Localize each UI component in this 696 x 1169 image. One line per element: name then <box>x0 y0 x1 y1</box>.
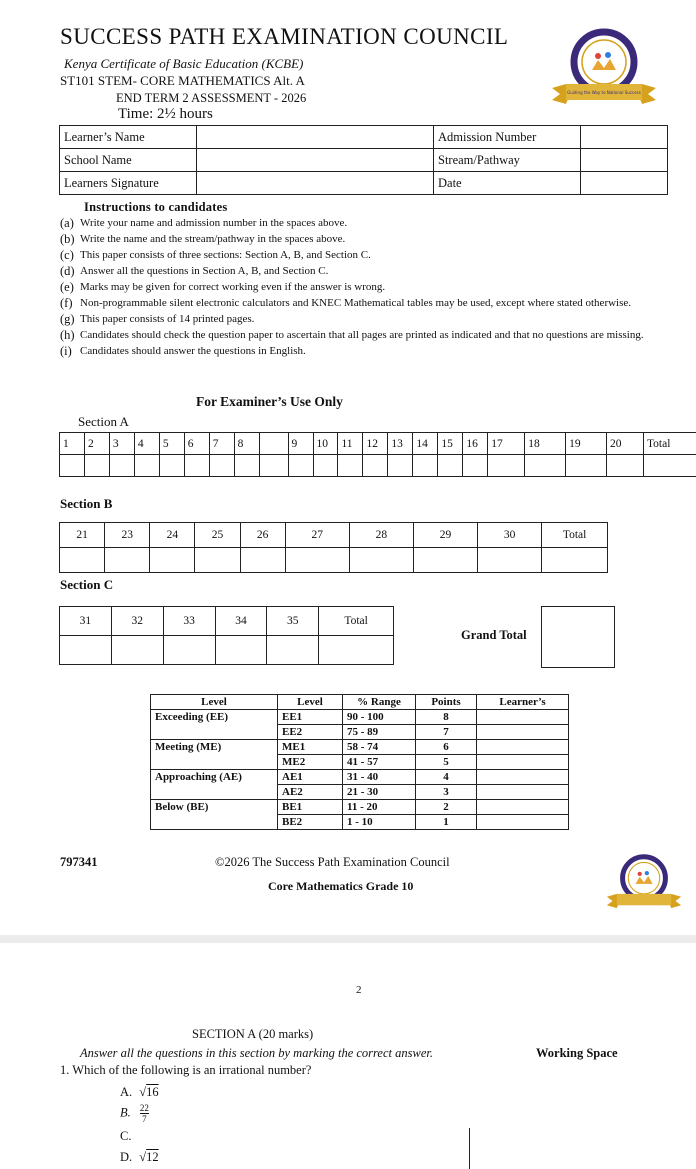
working-space-divider <box>469 1128 470 1169</box>
level-points: 6 <box>416 740 477 755</box>
section-b-header: 28 <box>349 523 413 548</box>
school-name-field[interactable] <box>197 149 434 172</box>
level-range: 21 - 30 <box>343 785 416 800</box>
level-group: Exceeding (EE) <box>151 710 278 725</box>
section-a-score-cell[interactable] <box>338 455 363 477</box>
page-number: 2 <box>356 984 362 996</box>
learner-level-cell[interactable] <box>477 740 569 755</box>
learner-name-field[interactable] <box>197 126 434 149</box>
section-heading: SECTION A (20 marks) <box>192 1027 314 1041</box>
level-row <box>151 800 569 815</box>
section-a-score-cell[interactable] <box>438 455 463 477</box>
section-b-score-cell[interactable] <box>542 548 608 573</box>
level-range: 11 - 20 <box>343 800 416 815</box>
section-instruction: Answer all the questions in this section by marking the correct answer. <box>80 1046 433 1060</box>
level-row <box>151 755 569 770</box>
section-b-header: 24 <box>150 523 195 548</box>
section-b-header: 23 <box>105 523 150 548</box>
time-allowed: Time: 2½ hours <box>118 106 213 122</box>
section-c-header: 35 <box>267 607 319 636</box>
level-row <box>151 785 569 800</box>
section-a-score-cell[interactable] <box>288 455 313 477</box>
learner-level-cell[interactable] <box>477 770 569 785</box>
section-a-header: 19 <box>566 433 607 455</box>
grand-total-field[interactable] <box>541 606 615 668</box>
level-points: 7 <box>416 725 477 740</box>
section-c-score-cell[interactable] <box>163 636 215 665</box>
level-code: AE2 <box>278 785 343 800</box>
level-group: Meeting (ME) <box>151 740 278 755</box>
council-title: SUCCESS PATH EXAMINATION COUNCIL <box>60 24 509 49</box>
section-c-header: 31 <box>60 607 112 636</box>
level-group <box>151 755 278 770</box>
learner-level-cell[interactable] <box>477 725 569 740</box>
section-b-header: 21 <box>60 523 105 548</box>
level-range: 90 - 100 <box>343 710 416 725</box>
section-a-header: 6 <box>184 433 209 455</box>
section-b-score-cell[interactable] <box>150 548 195 573</box>
section-a-header: 1 <box>60 433 85 455</box>
learner-level-cell[interactable] <box>477 755 569 770</box>
level-range: 58 - 74 <box>343 740 416 755</box>
level-code: BE1 <box>278 800 343 815</box>
level-points: 1 <box>416 815 477 830</box>
section-b-score-cell[interactable] <box>240 548 285 573</box>
section-a-header: Total <box>643 433 696 455</box>
section-b-score-cell[interactable] <box>413 548 477 573</box>
section-a-header: 14 <box>413 433 438 455</box>
level-header: Level <box>151 695 278 710</box>
section-a-score-cell[interactable] <box>60 455 85 477</box>
level-group <box>151 785 278 800</box>
section-a-score-cell[interactable] <box>313 455 338 477</box>
admission-number-field[interactable] <box>581 126 668 149</box>
section-a-score-cell[interactable] <box>525 455 566 477</box>
section-c-score-cell[interactable] <box>111 636 163 665</box>
option-c[interactable]: C. <box>120 1129 132 1143</box>
learner-name-label: Learner’s Name <box>60 126 197 149</box>
section-c-header: 34 <box>215 607 267 636</box>
subtitle: Kenya Certificate of Basic Education (KCBE) <box>64 56 304 71</box>
section-b-header: 30 <box>478 523 542 548</box>
section-a-score-cell[interactable] <box>413 455 438 477</box>
section-a-header: 12 <box>363 433 388 455</box>
level-points: 3 <box>416 785 477 800</box>
page-separator <box>0 935 696 943</box>
level-code: ME2 <box>278 755 343 770</box>
section-c-score-cell[interactable] <box>60 636 112 665</box>
section-c-header: 32 <box>111 607 163 636</box>
section-b-score-cell[interactable] <box>349 548 413 573</box>
date-field[interactable] <box>581 172 668 195</box>
level-points: 5 <box>416 755 477 770</box>
section-a-score-cell[interactable] <box>109 455 134 477</box>
section-c-score-cell[interactable] <box>319 636 394 665</box>
level-row <box>151 710 569 725</box>
section-c-label: Section C <box>60 577 114 592</box>
section-a-score-cell[interactable] <box>184 455 209 477</box>
level-range: 1 - 10 <box>343 815 416 830</box>
section-a-header: 15 <box>438 433 463 455</box>
level-group: Approaching (AE) <box>151 770 278 785</box>
section-c-header: Total <box>319 607 394 636</box>
option-a[interactable]: A. √16 <box>120 1085 159 1099</box>
level-group <box>151 815 278 830</box>
course-title: ST101 STEM- CORE MATHEMATICS Alt. A <box>60 73 305 88</box>
section-a-header: 17 <box>488 433 525 455</box>
range-header: % Range <box>343 695 416 710</box>
section-a-header: 18 <box>525 433 566 455</box>
option-d[interactable]: D. √12 <box>120 1150 159 1164</box>
section-a-header: 10 <box>313 433 338 455</box>
section-b-score-cell[interactable] <box>195 548 240 573</box>
section-a-header: 11 <box>338 433 363 455</box>
section-a-header: 20 <box>607 433 644 455</box>
section-a-score-cell[interactable] <box>159 455 184 477</box>
instruction-item: (d) Answer all the questions in Section A, B, and Section C. <box>60 264 329 278</box>
section-c-score-cell[interactable] <box>215 636 267 665</box>
instruction-item: (b) Write the name and the stream/pathway in the spaces above. <box>60 232 346 246</box>
question-page <box>0 943 696 1169</box>
section-a-score-cell[interactable] <box>463 455 488 477</box>
working-space-label: Working Space <box>536 1046 618 1060</box>
section-b-score-cell[interactable] <box>60 548 105 573</box>
section-a-score-cell[interactable] <box>234 455 259 477</box>
level-group <box>151 725 278 740</box>
section-a-header: 16 <box>463 433 488 455</box>
section-b-header: 26 <box>240 523 285 548</box>
instructions-title: Instructions to candidates <box>84 200 228 214</box>
level-range: 41 - 57 <box>343 755 416 770</box>
instruction-item: (a) Write your name and admission number in the spaces above. <box>60 216 348 230</box>
stream-field[interactable] <box>581 149 668 172</box>
instruction-item: (c) This paper consists of three sections: Section A, B, and Section C. <box>60 248 371 262</box>
section-b-score-cell[interactable] <box>105 548 150 573</box>
level-row <box>151 770 569 785</box>
section-b-score-cell[interactable] <box>478 548 542 573</box>
section-b-header: 29 <box>413 523 477 548</box>
section-b-score-table <box>59 522 608 573</box>
level-group: Below (BE) <box>151 800 278 815</box>
section-b-header: Total <box>542 523 608 548</box>
term-title: END TERM 2 ASSESSMENT - 2026 <box>116 91 307 105</box>
instruction-item: (e) Marks may be given for correct working even if the answer is wrong. <box>60 280 386 294</box>
level-code: EE2 <box>278 725 343 740</box>
learner-level-cell[interactable] <box>477 710 569 725</box>
council-logo-footer <box>604 852 684 910</box>
signature-field[interactable] <box>197 172 434 195</box>
level-code: BE2 <box>278 815 343 830</box>
learner-level-cell[interactable] <box>477 815 569 830</box>
learner-details-table <box>59 125 668 195</box>
section-a-score-cell[interactable] <box>84 455 109 477</box>
section-c-header: 33 <box>163 607 215 636</box>
section-a-score-cell[interactable] <box>388 455 413 477</box>
section-a-score-cell[interactable] <box>643 455 696 477</box>
question-1: 1. Which of the following is an irrational number? <box>60 1063 312 1077</box>
section-a-score-cell[interactable] <box>259 455 288 477</box>
grand-total-label: Grand Total <box>461 628 527 642</box>
level-row <box>151 725 569 740</box>
grade-title: Core Mathematics Grade 10 <box>268 879 414 893</box>
level-points: 4 <box>416 770 477 785</box>
section-b-score-cell[interactable] <box>285 548 349 573</box>
level-header: Level <box>278 695 343 710</box>
level-code: AE1 <box>278 770 343 785</box>
section-a-header: 8 <box>234 433 259 455</box>
section-a-label: Section A <box>78 414 129 429</box>
instruction-item: (i) Candidates should answer the questions in English. <box>60 344 306 358</box>
school-name-label: School Name <box>60 149 197 172</box>
instructions-list <box>60 217 670 361</box>
copyright: ©2026 The Success Path Examination Council <box>215 855 450 869</box>
section-b-label: Section B <box>60 496 113 511</box>
section-b-header: 25 <box>195 523 240 548</box>
level-row <box>151 740 569 755</box>
points-header: Points <box>416 695 477 710</box>
examiner-use-title: For Examiner’s Use Only <box>196 394 343 409</box>
section-a-score-cell[interactable] <box>363 455 388 477</box>
section-a-score-cell[interactable] <box>134 455 159 477</box>
section-a-score-cell[interactable] <box>566 455 607 477</box>
stream-label: Stream/Pathway <box>434 149 581 172</box>
option-b[interactable]: B. $\frac{22}{7}$ <box>120 1103 149 1124</box>
section-a-score-cell[interactable] <box>607 455 644 477</box>
level-range: 75 - 89 <box>343 725 416 740</box>
section-a-score-cell[interactable] <box>209 455 234 477</box>
section-a-header <box>259 433 288 455</box>
council-logo <box>548 26 660 106</box>
section-a-header: 5 <box>159 433 184 455</box>
section-a-header: 9 <box>288 433 313 455</box>
level-points: 8 <box>416 710 477 725</box>
section-a-score-cell[interactable] <box>488 455 525 477</box>
section-c-score-table <box>59 606 394 665</box>
performance-level-table <box>150 694 569 830</box>
section-c-score-cell[interactable] <box>267 636 319 665</box>
level-range: 31 - 40 <box>343 770 416 785</box>
instruction-item: (h) Candidates should check the question paper to ascertain that all pages are printed as indicated and that no questions are missing. <box>60 328 644 342</box>
signature-label: Learners Signature <box>60 172 197 195</box>
level-points: 2 <box>416 800 477 815</box>
section-a-header: 7 <box>209 433 234 455</box>
logo-ribbon-text: Guiding the Way to National Success <box>567 90 641 95</box>
section-a-header: 2 <box>84 433 109 455</box>
instruction-item: (g) This paper consists of 14 printed pages. <box>60 312 255 326</box>
learner-header: Learner’s <box>477 695 569 710</box>
level-row <box>151 815 569 830</box>
section-b-header: 27 <box>285 523 349 548</box>
date-label: Date <box>434 172 581 195</box>
learner-level-cell[interactable] <box>477 800 569 815</box>
level-code: EE1 <box>278 710 343 725</box>
section-a-header: 3 <box>109 433 134 455</box>
section-a-header: 4 <box>134 433 159 455</box>
learner-level-cell[interactable] <box>477 785 569 800</box>
paper-code: 797341 <box>60 855 98 869</box>
level-code: ME1 <box>278 740 343 755</box>
admission-number-label: Admission Number <box>434 126 581 149</box>
section-a-score-table <box>59 432 696 477</box>
section-a-header: 13 <box>388 433 413 455</box>
instruction-item: (f) Non-programmable silent electronic calculators and KNEC Mathematical tables may be used, except where stated otherwise. <box>60 296 632 310</box>
